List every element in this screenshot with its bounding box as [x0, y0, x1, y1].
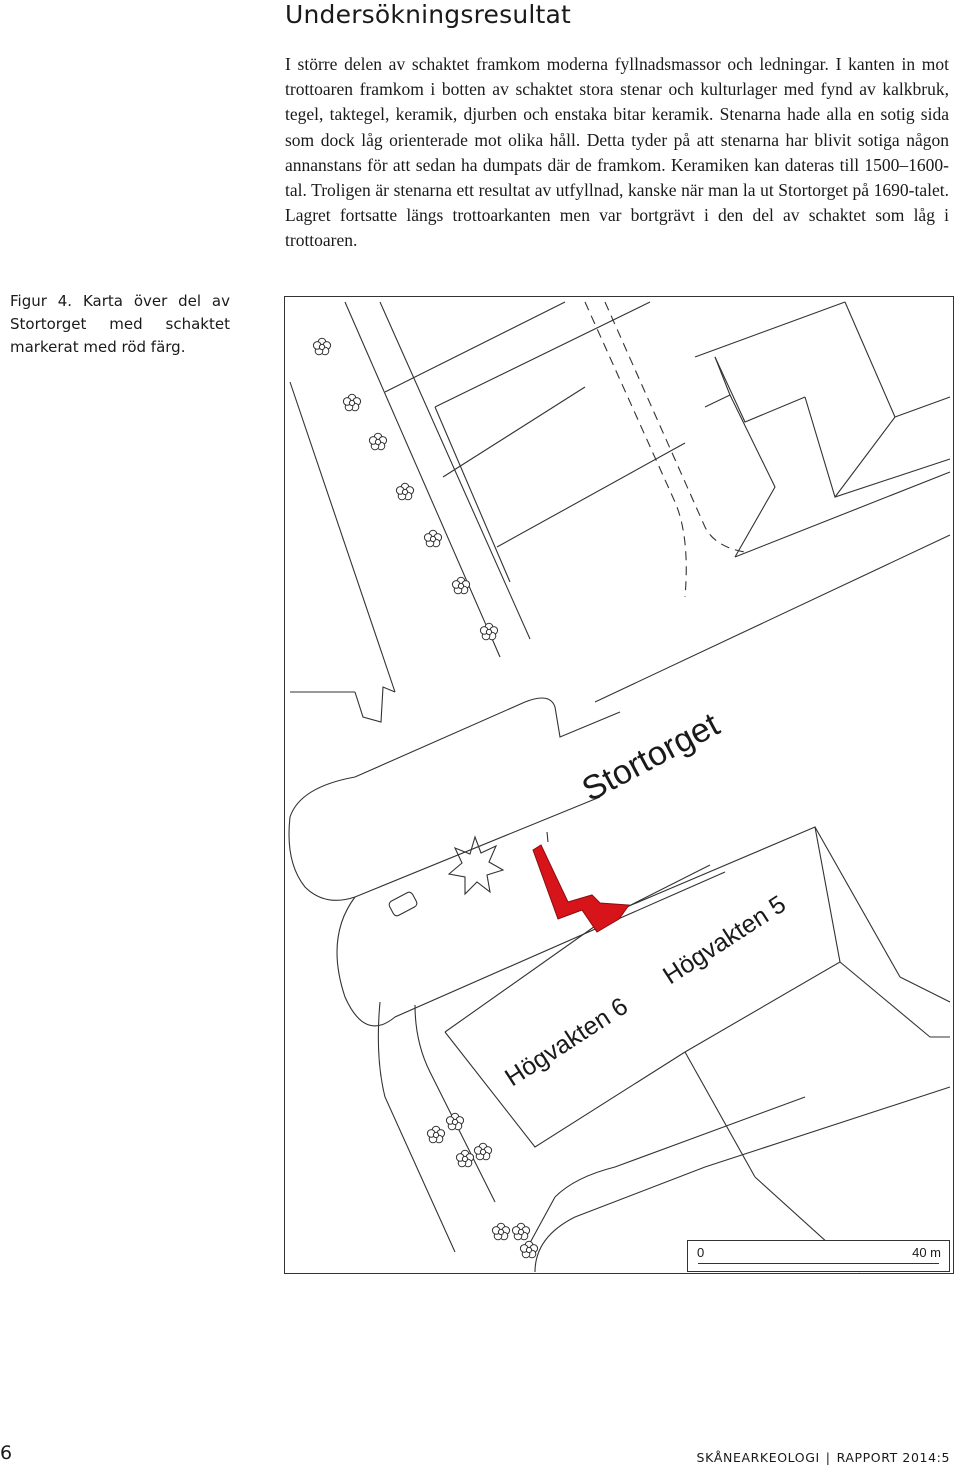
tree-row [313, 338, 537, 1258]
excavation-trench [533, 845, 629, 932]
label-stortorget: Stortorget [575, 705, 726, 810]
site-map [284, 296, 954, 1274]
scale-start: 0 [697, 1245, 705, 1260]
label-hogvakten-6: Högvakten 6 [500, 992, 633, 1093]
footer-separator: | [825, 1450, 831, 1465]
report-number: RAPPORT 2014:5 [836, 1450, 950, 1465]
section-paragraph: I större delen av schaktet framkom moderna fyllnadsmassor och ledningar. I kanten in mot trottoaren framkom i botten av schaktet stora stenar och kulturlager med fynd av kalkbruk, tegel, taktegel, keramik, djurben och enstaka bitar keramik. Stenarna hade alla en sotig sida som dock låg orienterade mot olika håll. Detta tyder på att stenarna har blivit sotiga någon annanstans för att sedan ha dumpats där de framkom. Keramiken kan dateras till 1500–1600-tal. Troligen är stenarna ett resultat av utfyllnad, kanske när man la ut Stortorget på 1690-talet. Lagret fortsatte längs trottoarkanten men var bortgrävt i den del av schaktet som låg i trottoaren. [285, 54, 949, 251]
page-number: 6 [0, 1442, 13, 1464]
scale-bar [687, 1240, 950, 1272]
section-heading: Undersökningsresultat [285, 0, 572, 29]
scale-end: 40 m [912, 1245, 941, 1260]
footer-series [697, 1450, 950, 1465]
scale-line [698, 1263, 939, 1268]
map-drawing [285, 297, 954, 1274]
figure-caption: Figur 4. Karta över del av Stortorget med schaktet markerat med röd färg. [10, 292, 230, 356]
publisher-name: SKÅNEARKEOLOGI [696, 1450, 820, 1465]
label-hogvakten-5: Högvakten 5 [658, 890, 791, 991]
